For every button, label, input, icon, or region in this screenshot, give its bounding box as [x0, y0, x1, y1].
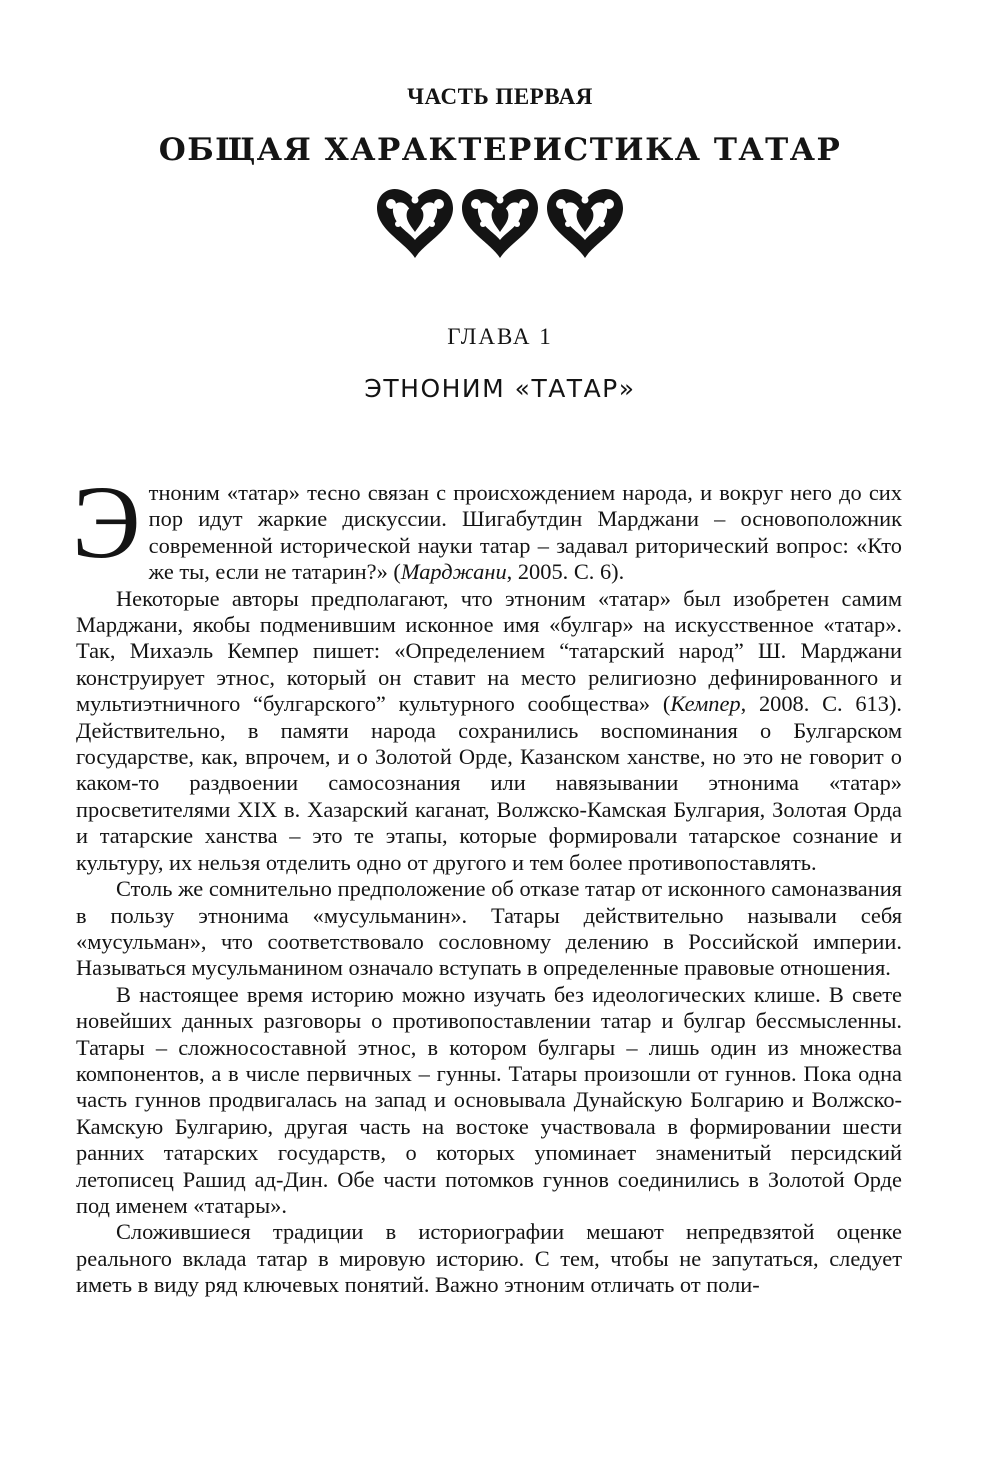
paragraph-1-text-b: , 2005. С. 6).	[506, 559, 625, 585]
paragraph-4: В настоящее время историю можно изучать без идеологических клише. В свете новейших данных разговоры о противопоставлении татар и булгар бессмысленны. Татары – сложносоставной этнос, в котором булгары – лишь один из множества компонентов, а в числе первичных – гунны. Татары произошли от гуннов. Пока одна часть гуннов продвигалась на запад и основывала Дунайскую Болгарию и Волжско-Камскую Булгарию, другая часть на востоке участвовала в формировании шести ранних татарских государств, о которых упоминает знаменитый персидский летописец Рашид ад-Дин. Обе части потомков гуннов соединились в Золотой Орде под именем «татары».	[76, 981, 902, 1218]
paragraph-2-text-b: , 2008. С. 613). Действительно, в памяти народа сохранились воспоминания о Булгарском государстве, как, впрочем, и о Золотой Орде, Казанском ханстве, но это не говорит о каком-то раздвоении самосознания или навязывании этнонима «татар» просветителями XIX в. Хазарский каганат, Волжско-Камская Булгария, Золотая Орда и татарские ханства – это те этапы, которые формировали татарское сознание и культуру, их нельзя отделить одно от другого и тем более противопоставлять.	[76, 691, 902, 875]
chapter-label: ГЛАВА 1	[447, 324, 553, 349]
part-label: ЧАСТЬ ПЕРВАЯ	[407, 84, 593, 109]
tulip-heart-ornament-icon	[375, 188, 625, 260]
chapter-body	[72, 465, 902, 1299]
paragraph-3: Столь же сомнительно предположение об отказе татар от исконного самоназвания в пользу этнонима «мусульманин». Татары действительно называли себя «мусульман», что соответствовало сословному делению в Российской империи. Называться мусульманином означало вступать в определенные правовые отношения.	[76, 876, 902, 981]
chapter-title: ЭТНОНИМ «ТАТАР»	[364, 374, 636, 403]
citation-author: Марджани	[400, 559, 507, 585]
citation-author: Кемпер	[670, 691, 741, 717]
paragraph-1-text-a: тноним «татар» тесно связан с происхождением народа, и вокруг него до сих пор идут жаркие дискуссии. Шигабутдин Марджани – основоположник современной исторической науки татар – задавал риторический вопрос: «Кто же ты, если не татарин?» (	[148, 480, 902, 585]
paragraph-2-text-a: Некоторые авторы предполагают, что этноним «татар» был изобретен самим Марджани, якобы подменившим исконное имя «булгар» на искусственное «татар». Так, Михаэль Кемпер пишет: «Определением “татарский народ” Ш. Марджани конструирует этнос, который он ставит на место религиозно дефинированного и мультиэтничного “булгарского” культурного сообщества» (	[76, 585, 902, 717]
paragraph-1	[72, 465, 902, 586]
part-title: ОБЩАЯ ХАРАКТЕРИСТИКА ТАТАР	[158, 132, 842, 168]
paragraph-5: Сложившиеся традиции в историографии мешают непредвзятой оценке реального вклада татар в мировую историю. С тем, чтобы не запутаться, следует иметь в виду ряд ключевых понятий. Важно этноним отличать от поли-	[76, 1219, 902, 1298]
drop-cap: Э	[72, 465, 141, 580]
paragraph-2	[76, 586, 902, 876]
